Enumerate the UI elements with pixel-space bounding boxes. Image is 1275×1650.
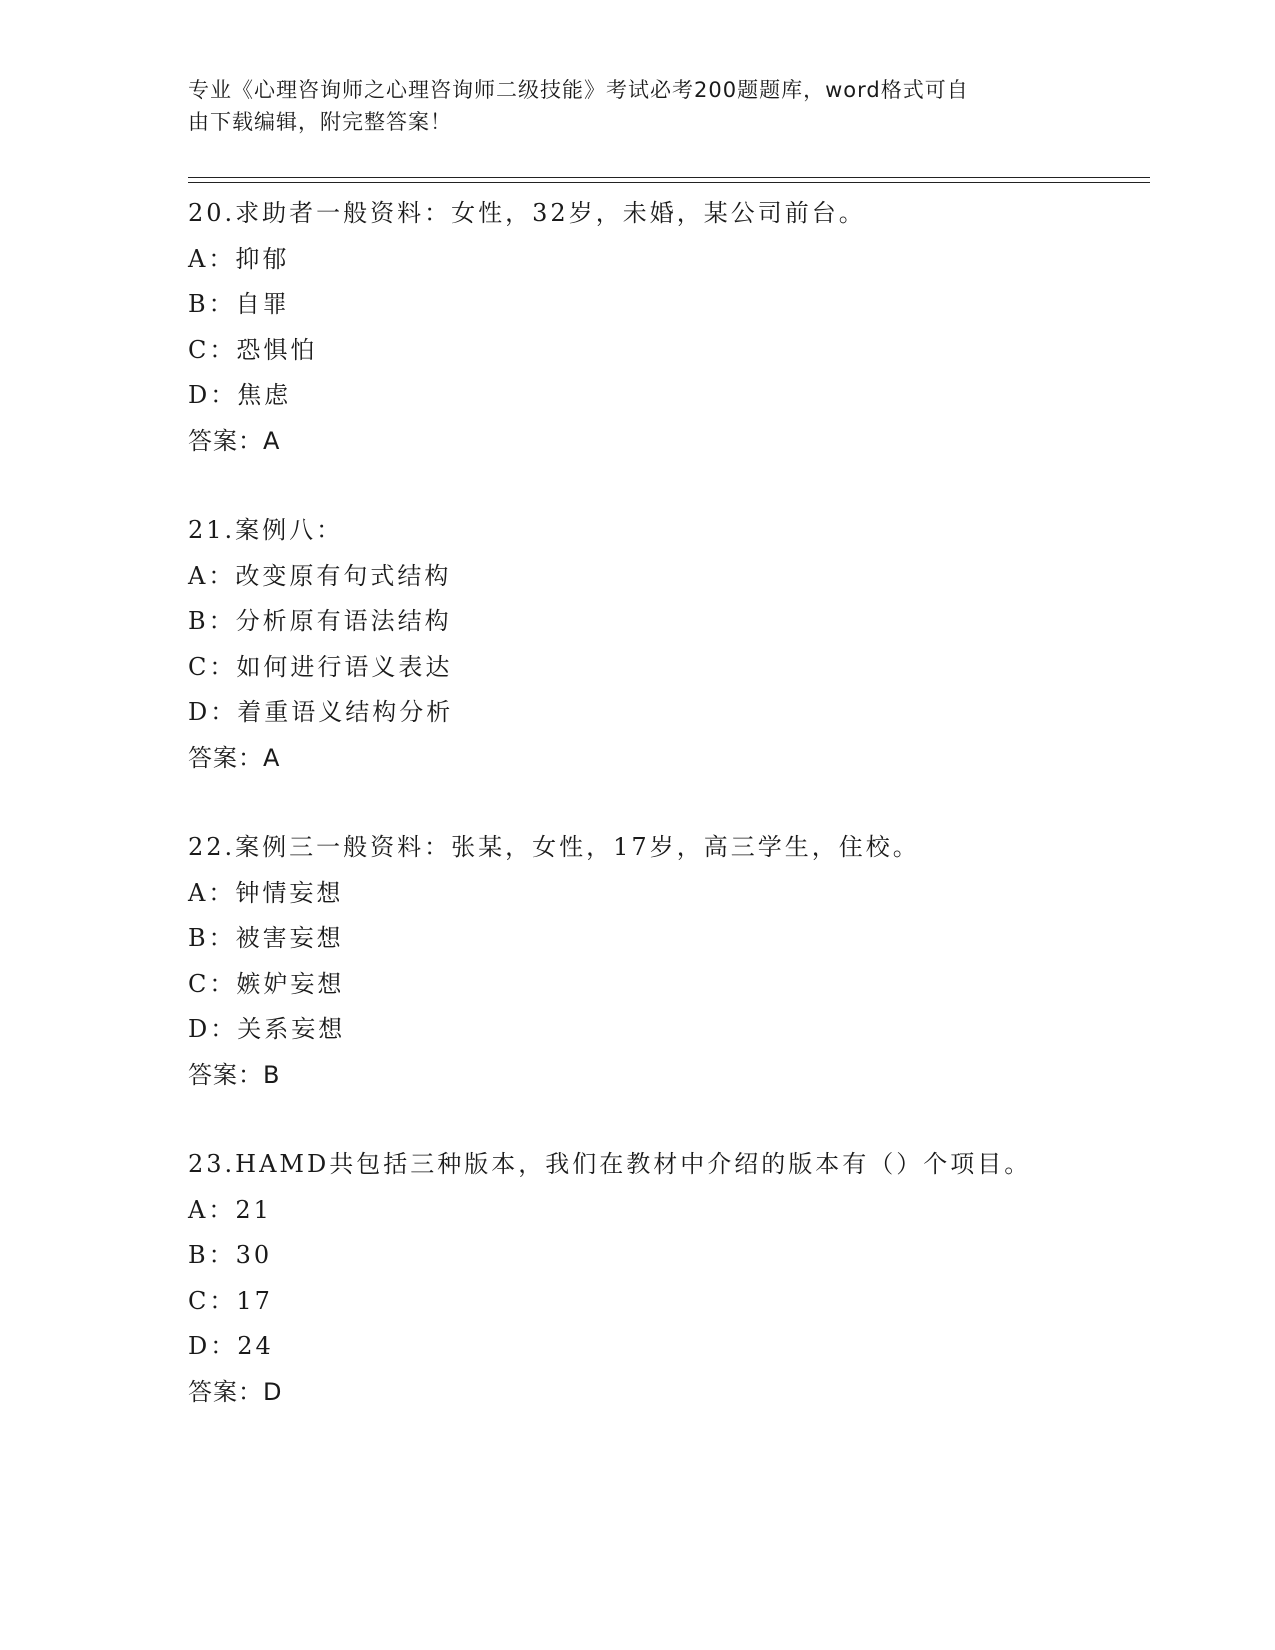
option-a: A：抑郁	[188, 244, 290, 273]
header-divider-top	[188, 177, 1150, 178]
question-22	[188, 825, 1148, 1098]
option-d: D：焦虑	[188, 381, 292, 409]
answer-label: 答案：B	[188, 1060, 281, 1089]
answer-label: 答案：A	[188, 743, 281, 772]
option-c: C：如何进行语义表达	[188, 652, 453, 681]
option-b: B：自罪	[188, 290, 290, 318]
option-a: A：钟情妄想	[188, 878, 344, 907]
question-list	[188, 191, 1148, 1459]
option-c: C：嫉妒妄想	[188, 969, 345, 998]
option-c: C：17	[188, 1286, 273, 1315]
question-stem: 21.案例八：	[188, 516, 344, 544]
option-b: B：分析原有语法结构	[188, 607, 452, 635]
option-a: A：改变原有句式结构	[188, 561, 452, 590]
question-stem: 23.HAMD共包括三种版本，我们在教材中介绍的版本有（）个项目。	[188, 1150, 1032, 1178]
answer-label: 答案：A	[188, 426, 281, 455]
option-c: C：恐惧怕	[188, 335, 318, 364]
question-stem: 20.求助者一般资料：女性，32岁，未婚，某公司前台。	[188, 199, 866, 227]
header-divider-bottom	[188, 182, 1150, 183]
option-b: B：30	[188, 1241, 273, 1269]
header-line-2: 由下载编辑，附完整答案！	[188, 110, 452, 134]
question-stem: 22.案例三一般资料：张某，女性，17岁，高三学生，住校。	[188, 833, 920, 861]
document-header	[188, 74, 1068, 138]
header-line-1: 专业《心理咨询师之心理咨询师二级技能》考试必考200题题库，word格式可自	[188, 78, 969, 102]
answer-label: 答案：D	[188, 1377, 283, 1406]
question-20	[188, 191, 1148, 464]
option-d: D：关系妄想	[188, 1015, 346, 1043]
option-a: A：21	[188, 1195, 272, 1224]
question-23	[188, 1142, 1148, 1415]
option-b: B：被害妄想	[188, 924, 344, 952]
option-d: D：着重语义结构分析	[188, 698, 454, 726]
question-21	[188, 508, 1148, 781]
option-d: D：24	[188, 1332, 274, 1360]
